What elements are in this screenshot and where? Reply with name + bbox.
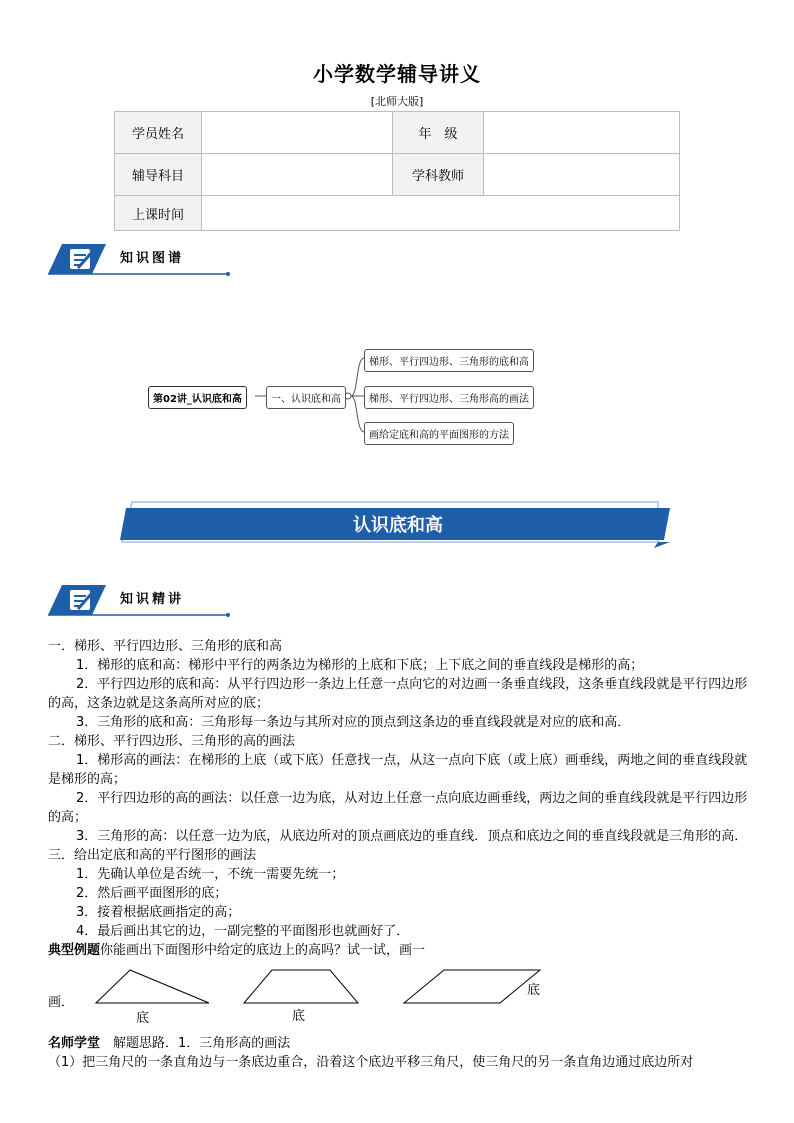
mindmap-branch: 一、认识底和高 <box>266 386 346 409</box>
grade-label: 年 级 <box>393 112 484 154</box>
mindmap-leaf-2: 梯形、平行四边形、三角形高的画法 <box>364 386 534 409</box>
paragraph-1-3: 3．三角形的底和高：三角形每一条边与其所对应的顶点到这条边的垂直线段就是对应的底和高． <box>76 715 631 730</box>
paragraph-1-1: 1．梯形的底和高：梯形中平行的两条边为梯形的上底和下底；上下底之间的垂直线段是梯形的高； <box>76 658 644 673</box>
teacher-text: 解题思路．1．三角形高的画法 <box>100 1036 291 1051</box>
triangle-figure <box>96 970 209 1003</box>
edition-label: [北师大版] <box>370 95 424 108</box>
last-line: （1）把三角尺的一条直角边与一条底边重合，沿着这个底边平移三角尺，使三角尺的另一条直角边通过底边所对 <box>48 1055 694 1070</box>
paragraph-1-2: 2．平行四边形的底和高：从平行四边形一条边上任意一点向它的对边画一条垂直线段，这条垂直线段就是平行四边形的高，这条边就是这条高所对应的底； <box>48 677 748 711</box>
mindmap-leaf-1: 梯形、平行四边形、三角形的底和高 <box>364 349 534 372</box>
paragraph-2-2: 2．平行四边形的高的画法：以任意一边为底，从对边上任意一点向底边画垂线，两边之间的垂直线段就是平行四边形的高； <box>48 791 748 825</box>
paragraph-3-3: 3．接着根据底画指定的高； <box>76 905 241 920</box>
section-label-lecture: 知识精讲 <box>120 592 185 607</box>
parallelogram-base-label: 底 <box>527 983 541 998</box>
class-time-label: 上课时间 <box>115 196 202 231</box>
paragraph-3-1: 1．先确认单位是否统一，不统一需要先统一； <box>76 867 345 882</box>
trapezoid-base-label: 底 <box>292 1009 306 1024</box>
teacher-line <box>48 1034 748 1053</box>
section-label-map: 知识图谱 <box>120 251 185 266</box>
heading-2: 二．梯形、平行四边形、三角形的高的画法 <box>48 734 296 749</box>
trapezoid-figure <box>244 970 358 1003</box>
student-name-label: 学员姓名 <box>115 112 202 154</box>
paragraph-3-2: 2．然后画平面图形的底； <box>76 886 228 901</box>
triangle-base-label: 底 <box>136 1011 150 1026</box>
teacher-label: 学科教师 <box>393 154 484 196</box>
paragraph-2-3: 3．三角形的高：以任意一边为底，从底边所对的顶点画底边的垂直线．顶点和底边之间的垂直线段就是三角形的高． <box>76 829 748 844</box>
teacher-label: 名师学堂 <box>48 1036 101 1051</box>
example-continuation: 画． <box>48 995 75 1010</box>
parallelogram-figure <box>404 970 540 1003</box>
heading-1: 一．梯形、平行四边形、三角形的底和高 <box>48 639 283 654</box>
paragraph-3-4: 4．最后画出其它的边，一副完整的平面图形也就画好了． <box>76 924 410 939</box>
teacher-section <box>48 1034 748 1072</box>
heading-3: 三．给出定底和高的平行图形的画法 <box>48 848 257 863</box>
subject-label: 辅导科目 <box>115 154 202 196</box>
paragraph-2-1: 1．梯形高的画法：在梯形的上底（或下底）任意找一点，从这一点向下底（或上底）画垂线，两地之间的垂直线段就是梯形的高； <box>48 753 748 787</box>
mindmap-leaf-3: 画给定底和高的平面图形的方法 <box>364 422 514 445</box>
page-title: 小学数学辅导讲义 <box>313 62 481 86</box>
example-label: 典型例题 <box>48 943 101 958</box>
banner-title: 认识底和高 <box>353 515 443 536</box>
example-text: 你能画出下面图形中给定的底边上的高吗？试一试，画一 <box>100 943 426 958</box>
mindmap-root: 第02讲_认识底和高 <box>148 386 247 409</box>
